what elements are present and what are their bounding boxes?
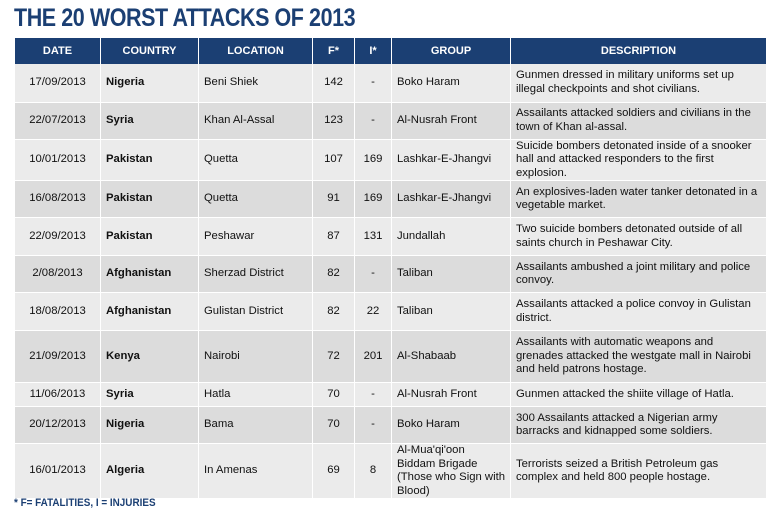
cell-description: 300 Assailants attacked a Nigerian army barracks and kidnapped some soldiers. (511, 407, 767, 444)
cell-injuries: 8 (355, 444, 392, 499)
table-row (15, 102, 767, 139)
cell-country: Afghanistan (101, 293, 199, 331)
cell-date: 11/06/2013 (15, 383, 101, 407)
cell-description: An explosives-laden water tanker detonated in a vegetable market. (511, 181, 767, 218)
cell-location: Nairobi (199, 331, 313, 383)
cell-description: Assailants attacked a police convoy in Gulistan district. (511, 293, 767, 331)
cell-location: Gulistan District (199, 293, 313, 331)
cell-injuries: 201 (355, 331, 392, 383)
column-header-group: GROUP (392, 38, 511, 64)
cell-location: Hatla (199, 383, 313, 407)
cell-date: 16/01/2013 (15, 444, 101, 499)
table-row (15, 181, 767, 218)
cell-date: 2/08/2013 (15, 256, 101, 293)
cell-country: Syria (101, 383, 199, 407)
table-row (15, 256, 767, 293)
page-title: THE 20 WORST ATTACKS OF 2013 (14, 4, 356, 32)
column-header-location: LOCATION (199, 38, 313, 64)
cell-fatalities: 91 (313, 181, 355, 218)
cell-country: Pakistan (101, 139, 199, 181)
column-header-date: DATE (15, 38, 101, 64)
cell-fatalities: 72 (313, 331, 355, 383)
cell-group: Lashkar-E-Jhangvi (392, 139, 511, 181)
cell-location: Khan Al-Assal (199, 102, 313, 139)
cell-group: Lashkar-E-Jhangvi (392, 181, 511, 218)
cell-country: Kenya (101, 331, 199, 383)
cell-country: Pakistan (101, 181, 199, 218)
cell-injuries: 131 (355, 218, 392, 256)
cell-fatalities: 70 (313, 407, 355, 444)
cell-date: 10/01/2013 (15, 139, 101, 181)
cell-location: Beni Shiek (199, 64, 313, 102)
cell-injuries: - (355, 383, 392, 407)
cell-fatalities: 87 (313, 218, 355, 256)
table-row (15, 293, 767, 331)
cell-location: Bama (199, 407, 313, 444)
cell-group: Al-Mua'qi'oon Biddam Brigade (Those who Sign with Blood) (392, 444, 511, 499)
cell-fatalities: 142 (313, 64, 355, 102)
cell-description: Assailants with automatic weapons and grenades attacked the westgate mall in Nairobi and held patrons hostage. (511, 331, 767, 383)
cell-group: Al-Shabaab (392, 331, 511, 383)
cell-injuries: - (355, 256, 392, 293)
cell-fatalities: 82 (313, 293, 355, 331)
cell-group: Taliban (392, 293, 511, 331)
cell-injuries: - (355, 102, 392, 139)
cell-date: 22/07/2013 (15, 102, 101, 139)
column-header-injuries: I* (355, 38, 392, 64)
cell-fatalities: 123 (313, 102, 355, 139)
cell-country: Pakistan (101, 218, 199, 256)
cell-description: Gunmen attacked the shiite village of Hatla. (511, 383, 767, 407)
cell-group: Boko Haram (392, 407, 511, 444)
cell-injuries: - (355, 64, 392, 102)
table-row (15, 139, 767, 181)
cell-description: Assailants ambushed a joint military and police convoy. (511, 256, 767, 293)
table-row (15, 64, 767, 102)
column-header-fatalities: F* (313, 38, 355, 64)
cell-description: Two suicide bombers detonated outside of all saints church in Peshawar City. (511, 218, 767, 256)
table-row (15, 331, 767, 383)
cell-description: Suicide bombers detonated inside of a snooker hall and attacked responders to the first explosion. (511, 139, 767, 181)
cell-country: Nigeria (101, 407, 199, 444)
cell-fatalities: 69 (313, 444, 355, 499)
cell-location: Quetta (199, 181, 313, 218)
cell-country: Afghanistan (101, 256, 199, 293)
cell-country: Algeria (101, 444, 199, 499)
cell-fatalities: 107 (313, 139, 355, 181)
table-row (15, 444, 767, 499)
cell-date: 21/09/2013 (15, 331, 101, 383)
column-header-country: COUNTRY (101, 38, 199, 64)
cell-location: Quetta (199, 139, 313, 181)
footnote: * F= FATALITIES, I = INJURIES (14, 497, 156, 509)
cell-location: Peshawar (199, 218, 313, 256)
cell-injuries: - (355, 407, 392, 444)
cell-location: In Amenas (199, 444, 313, 499)
cell-date: 22/09/2013 (15, 218, 101, 256)
cell-location: Sherzad District (199, 256, 313, 293)
cell-date: 16/08/2013 (15, 181, 101, 218)
cell-group: Taliban (392, 256, 511, 293)
cell-country: Nigeria (101, 64, 199, 102)
cell-group: Al-Nusrah Front (392, 383, 511, 407)
cell-fatalities: 82 (313, 256, 355, 293)
cell-date: 20/12/2013 (15, 407, 101, 444)
cell-date: 18/08/2013 (15, 293, 101, 331)
table-header-row (15, 38, 767, 64)
table-row (15, 407, 767, 444)
cell-description: Assailants attacked soldiers and civilians in the town of Khan al-assal. (511, 102, 767, 139)
cell-description: Terrorists seized a British Petroleum gas complex and held 800 people hostage. (511, 444, 767, 499)
cell-group: Jundallah (392, 218, 511, 256)
cell-group: Boko Haram (392, 64, 511, 102)
column-header-description: DESCRIPTION (511, 38, 767, 64)
cell-date: 17/09/2013 (15, 64, 101, 102)
cell-injuries: 169 (355, 181, 392, 218)
attacks-table (14, 38, 767, 499)
cell-injuries: 22 (355, 293, 392, 331)
cell-group: Al-Nusrah Front (392, 102, 511, 139)
cell-fatalities: 70 (313, 383, 355, 407)
cell-country: Syria (101, 102, 199, 139)
cell-injuries: 169 (355, 139, 392, 181)
table-row (15, 383, 767, 407)
table-row (15, 218, 767, 256)
cell-description: Gunmen dressed in military uniforms set up illegal checkpoints and shot civilians. (511, 64, 767, 102)
